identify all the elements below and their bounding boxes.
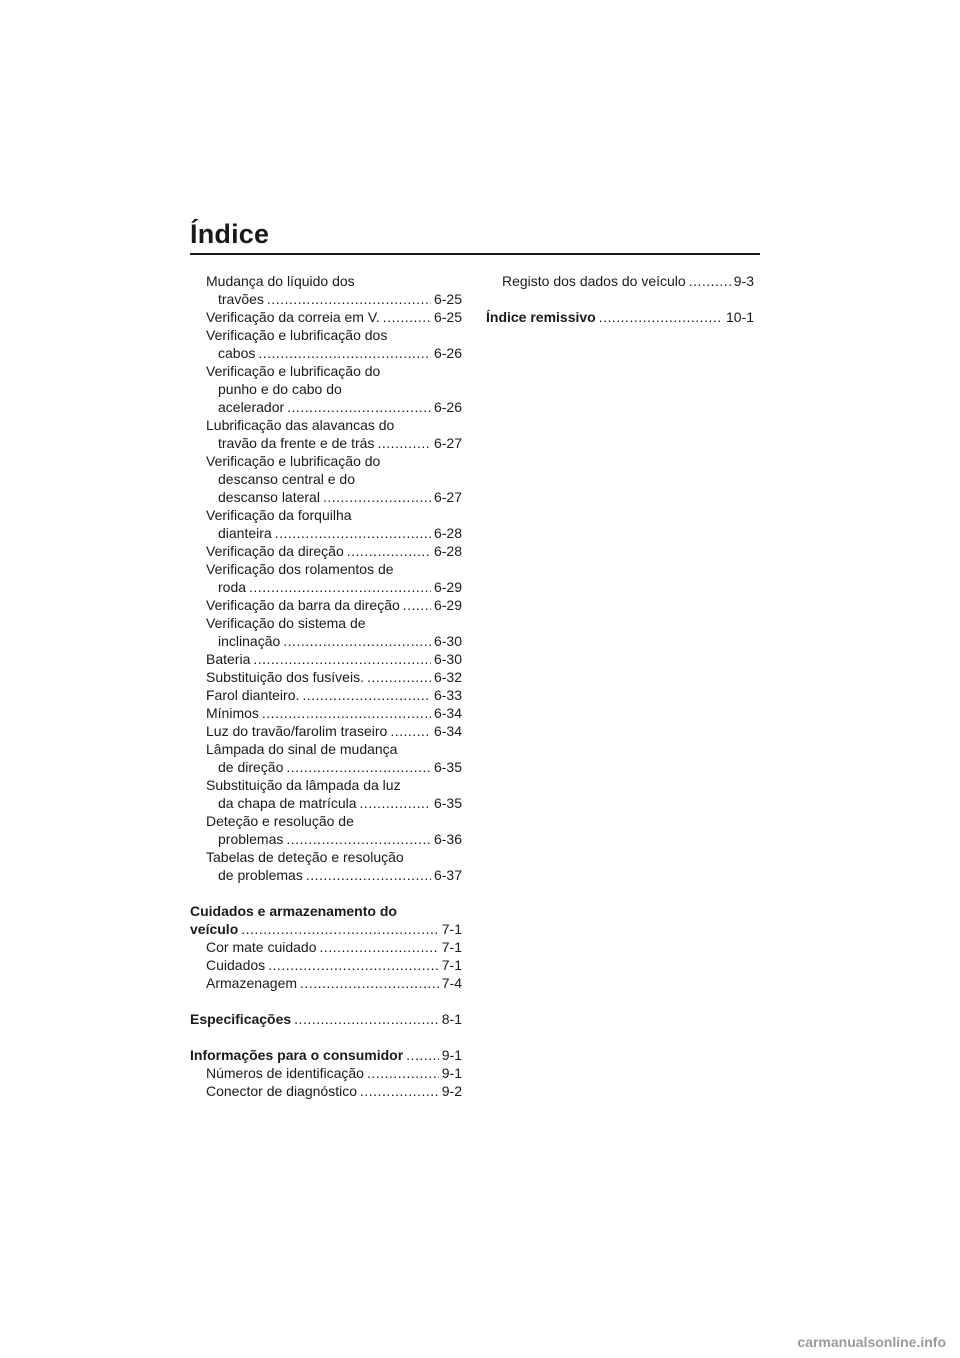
toc-entry[interactable] xyxy=(190,272,462,308)
toc-page-number: 7-1 xyxy=(441,921,462,937)
toc-entry[interactable] xyxy=(190,812,462,848)
toc-entry-text: Verificação e lubrificação do xyxy=(206,453,381,469)
toc-entry-text: dianteira xyxy=(218,525,272,541)
section-gap xyxy=(190,1028,462,1046)
toc-left-column xyxy=(190,272,462,1100)
dot-leader xyxy=(268,956,439,974)
toc-section-entry[interactable] xyxy=(190,1010,462,1028)
toc-page-number: 6-26 xyxy=(433,399,462,415)
toc-entry[interactable] xyxy=(190,596,462,614)
toc-entry-text: Verificação da forquilha xyxy=(206,507,352,523)
dot-leader xyxy=(403,596,431,614)
toc-entry-text: de problemas xyxy=(218,867,303,883)
toc-page-number: 6-36 xyxy=(433,831,462,847)
toc-entry-text: Mínimos xyxy=(206,705,259,721)
toc-entry[interactable] xyxy=(190,560,462,596)
toc-entry-text: Verificação da correia em V. xyxy=(206,309,380,325)
toc-entry[interactable] xyxy=(190,506,462,542)
toc-entry-text: Lâmpada do sinal de mudança xyxy=(206,741,398,757)
toc-section-entry[interactable] xyxy=(190,902,462,938)
dot-leader xyxy=(302,686,431,704)
toc-entry-text: veículo xyxy=(190,921,239,937)
toc-entry-text: Verificação da direção xyxy=(206,543,344,559)
toc-entry-text: Verificação do sistema de xyxy=(206,615,366,631)
toc-entry[interactable] xyxy=(190,326,462,362)
dot-leader xyxy=(323,488,431,506)
dot-leader xyxy=(360,794,431,812)
toc-page-number: 9-1 xyxy=(441,1065,462,1081)
toc-entry-text: Especificações xyxy=(190,1011,292,1027)
toc-page-number: 6-34 xyxy=(433,723,462,739)
toc-entry[interactable] xyxy=(190,740,462,776)
toc-entry-text: travões xyxy=(218,291,264,307)
toc-entry-text: Índice remissivo xyxy=(486,309,596,325)
toc-entry-text: Farol dianteiro. xyxy=(206,687,300,703)
toc-page-number: 6-28 xyxy=(433,525,462,541)
dot-leader xyxy=(306,866,431,884)
toc-entry-text: roda xyxy=(218,579,247,595)
section-gap xyxy=(486,290,754,308)
dot-leader xyxy=(300,974,439,992)
toc-entry[interactable] xyxy=(190,974,462,992)
toc-entry[interactable] xyxy=(190,650,462,668)
toc-page-number: 9-1 xyxy=(441,1047,462,1063)
toc-entry-text: Números de identificação xyxy=(206,1065,364,1081)
toc-entry-text: inclinação xyxy=(218,633,281,649)
toc-entry-text: da chapa de matrícula xyxy=(218,795,357,811)
toc-entry[interactable] xyxy=(190,722,462,740)
toc-entry-text: Informações para o consumidor xyxy=(190,1047,404,1063)
toc-page-number: 6-35 xyxy=(433,759,462,775)
toc-entry-text: de direção xyxy=(218,759,284,775)
toc-entry-text: descanso central e do xyxy=(218,471,355,487)
toc-entry[interactable] xyxy=(190,686,462,704)
toc-entry[interactable] xyxy=(190,452,462,506)
toc-page-number: 6-30 xyxy=(433,651,462,667)
dot-leader xyxy=(367,1064,439,1082)
toc-entry-text: Conector de diagnóstico xyxy=(206,1083,357,1099)
toc-entry-text: problemas xyxy=(218,831,284,847)
toc-entry[interactable] xyxy=(190,542,462,560)
toc-section-entry[interactable] xyxy=(486,308,754,326)
toc-entry[interactable] xyxy=(190,416,462,452)
toc-entry-text: Substituição da lâmpada da luz xyxy=(206,777,401,793)
toc-page-number: 6-28 xyxy=(433,543,462,559)
dot-leader xyxy=(286,758,431,776)
toc-entry-text: Verificação da barra da direção xyxy=(206,597,400,613)
toc-page-number: 6-27 xyxy=(433,489,462,505)
toc-entry[interactable] xyxy=(190,938,462,956)
dot-leader xyxy=(320,938,439,956)
toc-page-number: 7-1 xyxy=(441,957,462,973)
dot-leader xyxy=(262,704,431,722)
dot-leader xyxy=(275,524,431,542)
dot-leader xyxy=(267,290,431,308)
toc-entry-text: Tabelas de deteção e resolução xyxy=(206,849,404,865)
toc-entry[interactable] xyxy=(190,1064,462,1082)
dot-leader xyxy=(390,722,431,740)
dot-leader xyxy=(406,1046,439,1064)
dot-leader xyxy=(599,308,723,326)
toc-entry[interactable] xyxy=(190,1082,462,1100)
toc-entry-text: Lubrificação das alavancas do xyxy=(206,417,395,433)
toc-page-number: 6-34 xyxy=(433,705,462,721)
toc-entry[interactable] xyxy=(190,776,462,812)
dot-leader xyxy=(283,632,431,650)
toc-entry-text: travão da frente e de trás xyxy=(218,435,375,451)
toc-entry[interactable] xyxy=(190,308,462,326)
toc-entry[interactable] xyxy=(190,704,462,722)
toc-entry-text: acelerador xyxy=(218,399,285,415)
toc-page-number: 6-30 xyxy=(433,633,462,649)
dot-leader xyxy=(286,830,431,848)
toc-page-number: 7-1 xyxy=(441,939,462,955)
dot-leader xyxy=(367,668,431,686)
toc-entry-text: Registo dos dados do veículo xyxy=(502,273,686,289)
section-gap xyxy=(190,992,462,1010)
toc-entry[interactable] xyxy=(486,272,754,290)
toc-page-number: 6-25 xyxy=(433,291,462,307)
toc-page-number: 9-2 xyxy=(441,1083,462,1099)
toc-entry-text: Cor mate cuidado xyxy=(206,939,317,955)
dot-leader xyxy=(377,434,431,452)
toc-page-number: 6-29 xyxy=(433,579,462,595)
toc-entry-text: cabos xyxy=(218,345,256,361)
toc-entry-text: Armazenagem xyxy=(206,975,298,991)
toc-section-entry[interactable] xyxy=(190,1046,462,1064)
dot-leader xyxy=(253,650,431,668)
toc-entry-text: Verificação e lubrificação dos xyxy=(206,327,388,343)
toc-entry[interactable] xyxy=(190,668,462,686)
toc-page-number: 6-33 xyxy=(433,687,462,703)
dot-leader xyxy=(258,344,431,362)
watermark: carmanualsonline.info xyxy=(797,1334,946,1350)
section-gap xyxy=(190,884,462,902)
dot-leader xyxy=(287,398,431,416)
page-title: Índice xyxy=(190,219,270,249)
toc-entry[interactable] xyxy=(190,848,462,884)
toc-entry[interactable] xyxy=(190,614,462,650)
dot-leader xyxy=(241,920,439,938)
toc-entry-text: Substituição dos fusíveis. xyxy=(206,669,364,685)
toc-page-number: 6-32 xyxy=(433,669,462,685)
title-rule xyxy=(190,253,760,255)
toc-page-number: 8-1 xyxy=(441,1011,462,1027)
toc-right-column xyxy=(486,272,754,326)
toc-page-number: 6-29 xyxy=(433,597,462,613)
toc-entry-text: Cuidados xyxy=(206,957,266,973)
toc-page-number: 10-1 xyxy=(725,309,754,325)
dot-leader xyxy=(689,272,731,290)
toc-page-number: 7-4 xyxy=(441,975,462,991)
toc-page-number: 6-25 xyxy=(433,309,462,325)
toc-entry-text: Cuidados e armazenamento do xyxy=(190,903,397,919)
toc-entry-text: Verificação e lubrificação do xyxy=(206,363,381,379)
toc-page-number: 6-27 xyxy=(433,435,462,451)
toc-entry-text: Mudança do líquido dos xyxy=(206,273,355,289)
toc-entry[interactable] xyxy=(190,956,462,974)
toc-page-number: 6-26 xyxy=(433,345,462,361)
toc-entry-text: Deteção e resolução de xyxy=(206,813,354,829)
dot-leader xyxy=(360,1082,439,1100)
toc-entry[interactable] xyxy=(190,362,462,416)
dot-leader xyxy=(249,578,431,596)
toc-entry-text: punho e do cabo do xyxy=(218,381,342,397)
toc-entry-text: Verificação dos rolamentos de xyxy=(206,561,394,577)
toc-page-number: 9-3 xyxy=(733,273,754,289)
toc-entry-text: Luz do travão/farolim traseiro xyxy=(206,723,388,739)
dot-leader xyxy=(383,308,431,326)
dot-leader xyxy=(294,1010,439,1028)
toc-entry-text: descanso lateral xyxy=(218,489,320,505)
toc-page-number: 6-37 xyxy=(433,867,462,883)
toc-entry-text: Bateria xyxy=(206,651,251,667)
dot-leader xyxy=(347,542,431,560)
toc-page-number: 6-35 xyxy=(433,795,462,811)
